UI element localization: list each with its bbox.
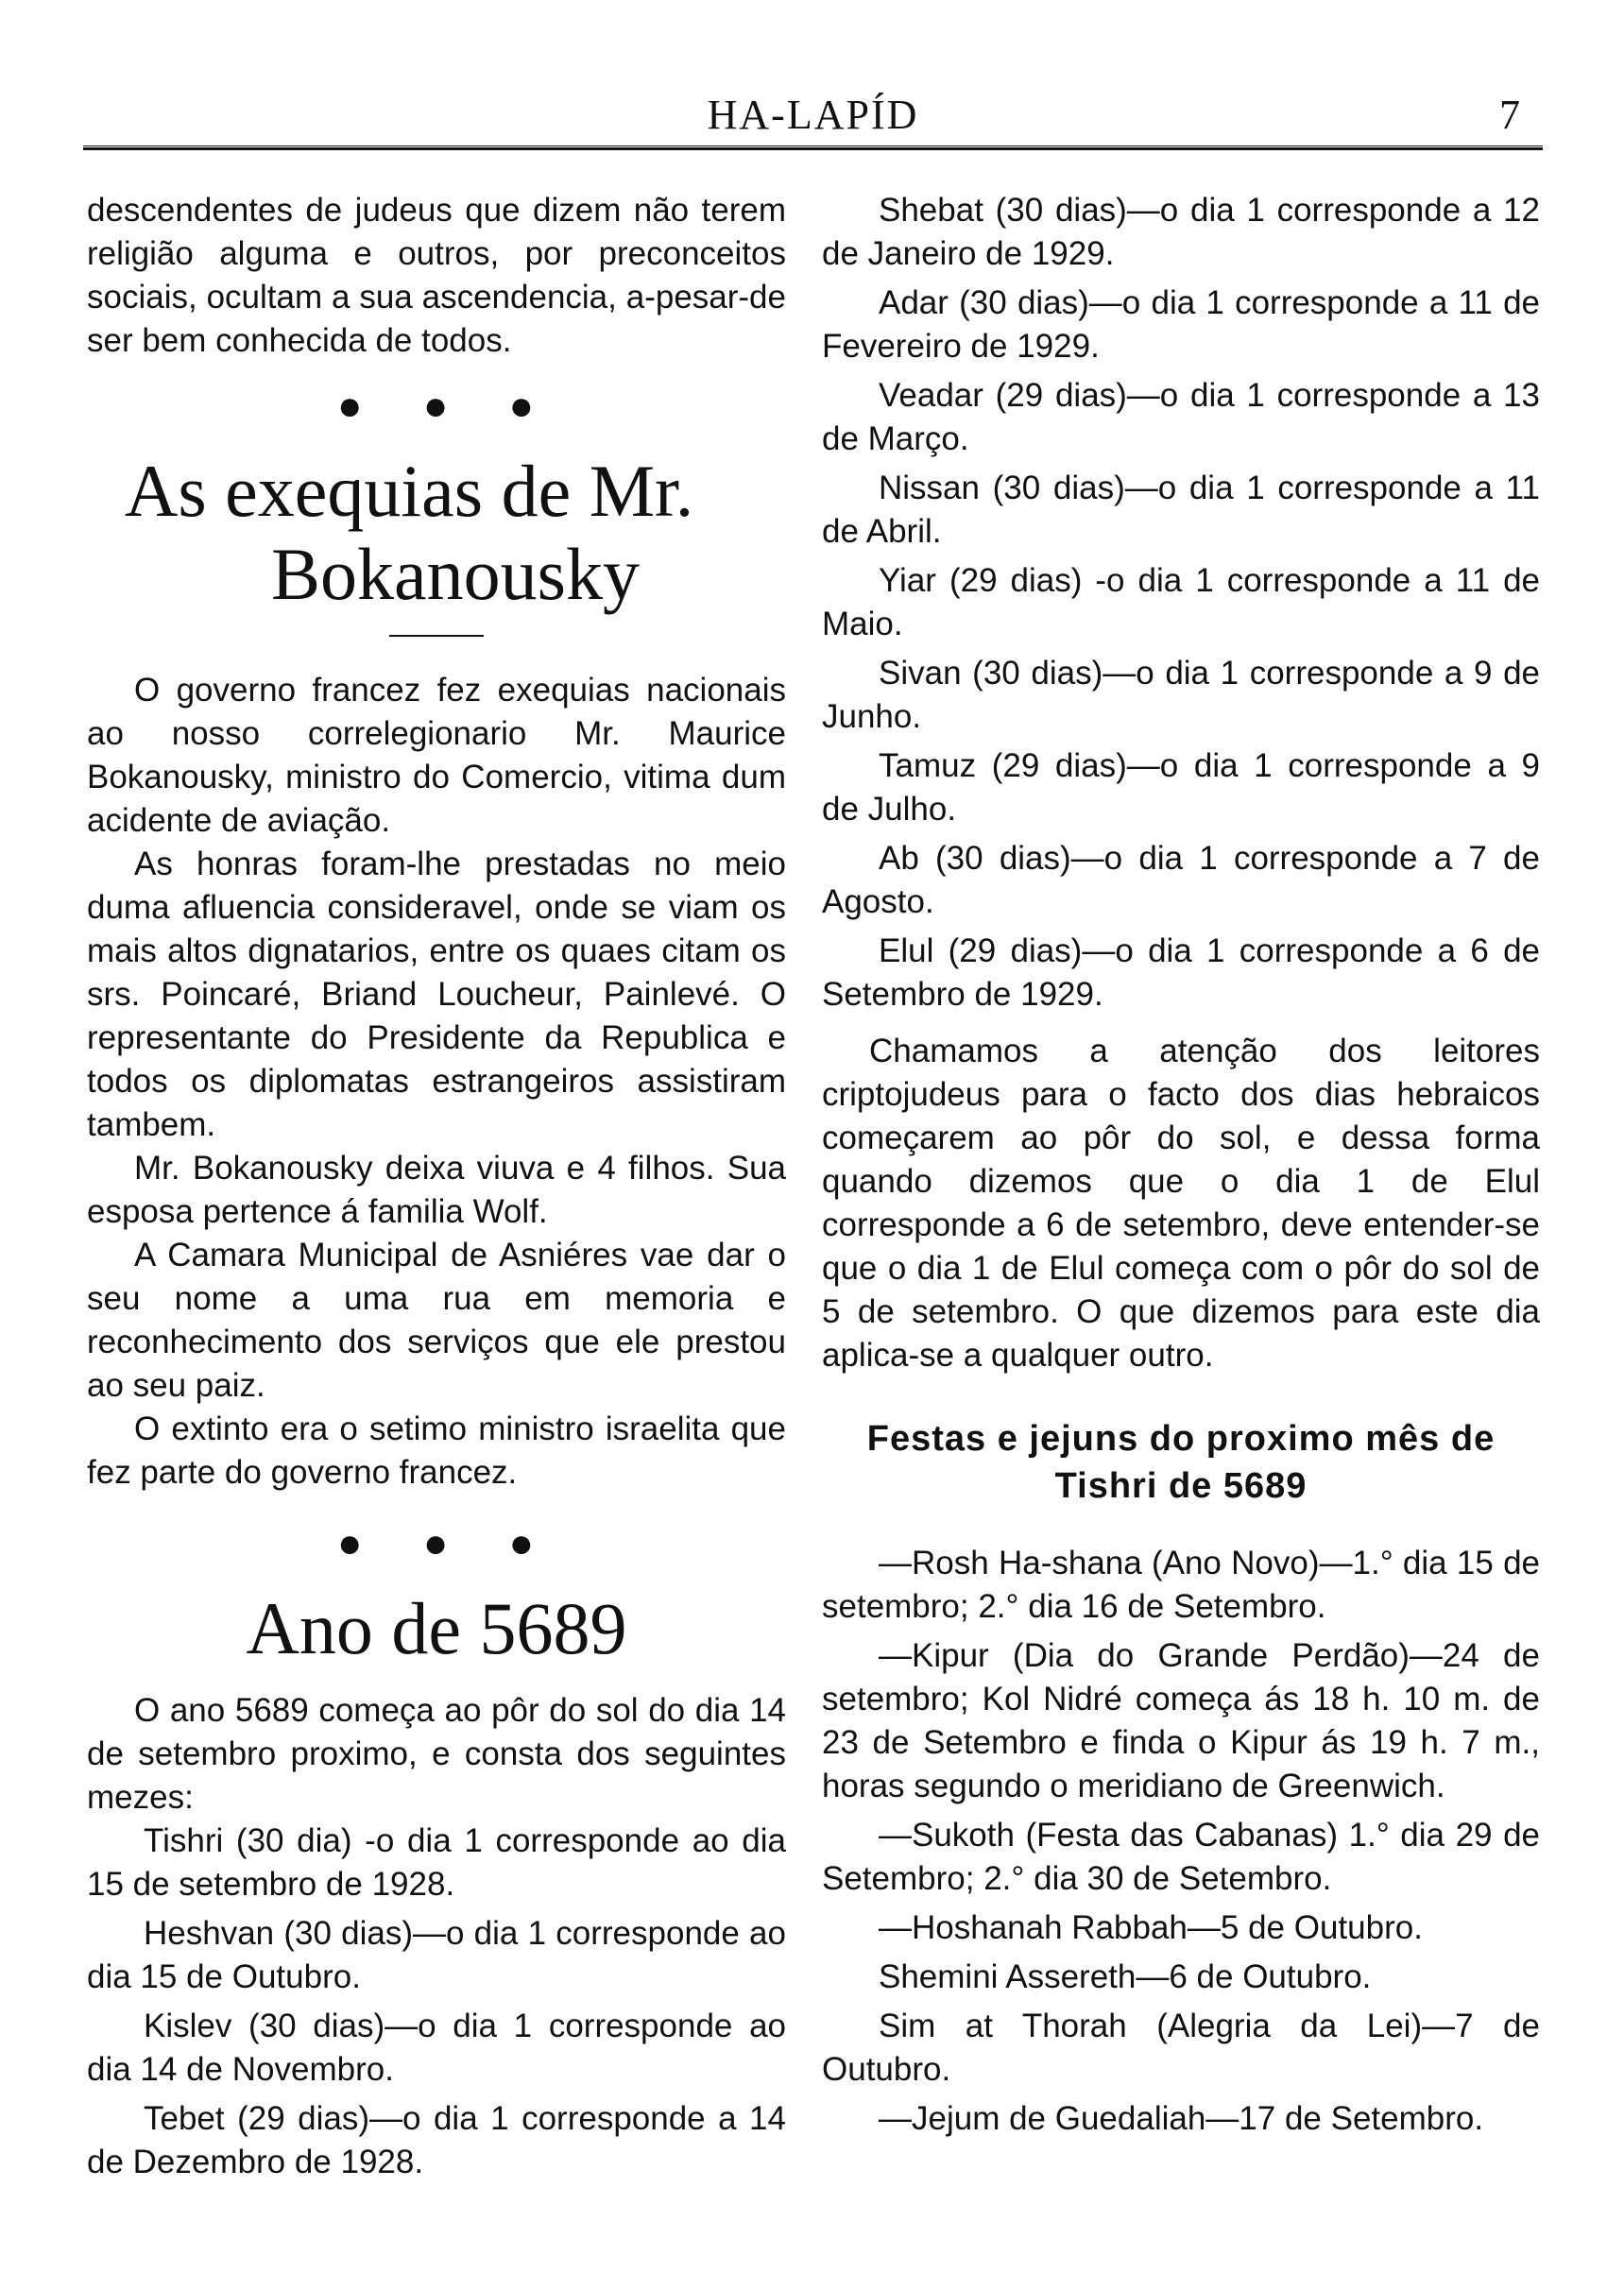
holiday-entry: Sim at Thorah (Alegria da Lei)—7 de Outubro. — [822, 2008, 1540, 2088]
section-separator: ● ● ● — [336, 1520, 559, 1566]
month-entry: Tishri (30 dia) -o dia 1 corresponde ao dia 15 de setembro de 1928. — [87, 1822, 786, 1903]
section-title-line: Tishri de 5689 — [1054, 1466, 1308, 1506]
left-column — [87, 189, 786, 2190]
month-entry: Adar (30 dias)—o dia 1 corresponde a 11 de Fevereiro de 1929. — [822, 284, 1540, 365]
month-entry: Kislev (30 dias)—o dia 1 corresponde ao dia 14 de Novembro. — [87, 2008, 786, 2088]
page-header — [83, 91, 1543, 147]
header-rule — [83, 145, 1543, 150]
section-title-line: Festas e jejuns do proximo mês de — [866, 1419, 1496, 1459]
month-entry: Veadar (29 dias)—o dia 1 corresponde a 13 de Março. — [822, 377, 1540, 457]
holiday-entry: —Sukoth (Festa das Cabanas) 1.° dia 29 de Setembro; 2.° dia 30 de Setembro. — [822, 1817, 1540, 1897]
holiday-entry: —Kipur (Dia do Grande Perdão)—24 de setembro; Kol Nidré começa ás 18 h. 10 m. de 23 de Setembro e finda o Kipur ás 19 h. 7 m., horas segundo o meridiano de Greenwich. — [822, 1637, 1540, 1804]
section-separator: ● ● ● — [336, 383, 559, 429]
page-number: 7 — [1499, 92, 1520, 138]
article-paragraph: O governo francez fez exequias nacionais ao nosso correlegionario Mr. Maurice Bokanousky, ministro do Comercio, vitima dum acidente de aviação. — [87, 672, 786, 839]
article-paragraph: Mr. Bokanousky deixa viuva e 4 filhos. Sua esposa pertence á familia Wolf. — [87, 1150, 786, 1230]
month-entry: Heshvan (30 dias)—o dia 1 corresponde ao dia 15 de Outubro. — [87, 1915, 786, 1995]
month-entry: Tebet (29 dias)—o dia 1 corresponde a 14 de Dezembro de 1928. — [87, 2100, 786, 2180]
holiday-entry: —Rosh Ha-shana (Ano Novo)—1.° dia 15 de setembro; 2.° dia 16 de Setembro. — [822, 1545, 1540, 1625]
article-paragraph: O ano 5689 começa ao pôr do sol do dia 14 de setembro proximo, e consta dos seguintes mezes: — [87, 1692, 786, 1816]
holiday-entry: —Hoshanah Rabbah—5 de Outubro. — [879, 1909, 1423, 1946]
month-entry: Yiar (29 dias) -o dia 1 corresponde a 11 de Maio. — [822, 562, 1540, 642]
month-entry: Nissan (30 dias)—o dia 1 corresponde a 11 de Abril. — [822, 470, 1540, 550]
article-title-line: Bokanousky — [271, 533, 640, 615]
article-title-ano: Ano de 5689 — [246, 1587, 627, 1669]
article-paragraph: A Camara Municipal de Asniéres vae dar o seu nome a uma rua em memoria e reconhecimento dos serviços que ele prestou ao seu paiz. — [87, 1237, 786, 1404]
holiday-entry: Shemini Assereth—6 de Outubro. — [879, 1958, 1372, 1995]
title-rule — [389, 635, 484, 637]
month-entry: Elul (29 dias)—o dia 1 corresponde a 6 de Setembro de 1929. — [822, 932, 1540, 1013]
month-entry: Sivan (30 dias)—o dia 1 corresponde a 9 de Junho. — [822, 655, 1540, 735]
publication-title: HA-LAPÍD — [707, 92, 919, 138]
article-title-exequias — [87, 450, 786, 616]
month-entry: Shebat (30 dias)—o dia 1 corresponde a 12 de Janeiro de 1929. — [822, 192, 1540, 272]
month-entry: Tamuz (29 dias)—o dia 1 corresponde a 9 de Julho. — [822, 747, 1540, 828]
holiday-entry: —Jejum de Guedaliah—17 de Setembro. — [879, 2100, 1484, 2137]
note-paragraph: Chamamos a atenção dos leitores criptojudeus para o facto dos dias hebraicos começarem ao pôr do sol, e dessa forma quando dizemos que o dia 1 de Elul corresponde a 6 de setembro, deve entender-se que o dia 1 de Elul começa com o pôr do sol de 5 de setembro. O que dizemos para este dia aplica-se a qualquer outro. — [822, 1033, 1540, 1374]
article-paragraph: O extinto era o setimo ministro israelita que fez parte do governo francez. — [87, 1410, 786, 1491]
right-column — [822, 189, 1540, 2146]
article-paragraph: As honras foram-lhe prestadas no meio duma afluencia consideravel, onde se viam os mais altos dignatarios, entre os quaes citam os srs. Poincaré, Briand Loucheur, Painlevé. O representante do Presidente da Republica e todos os diplomatas estrangeiros assistiram tambem. — [87, 846, 786, 1143]
month-entry: Ab (30 dias)—o dia 1 corresponde a 7 de Agosto. — [822, 840, 1540, 920]
section-title-festas — [822, 1415, 1540, 1510]
article-title-line: As exequias de Mr. — [125, 450, 694, 532]
continued-paragraph: descendentes de judeus que dizem não terem religião alguma e outros, por preconceitos sociais, ocultam a sua ascendencia, a-pesar-de ser bem conhecida de todos. — [87, 192, 786, 359]
